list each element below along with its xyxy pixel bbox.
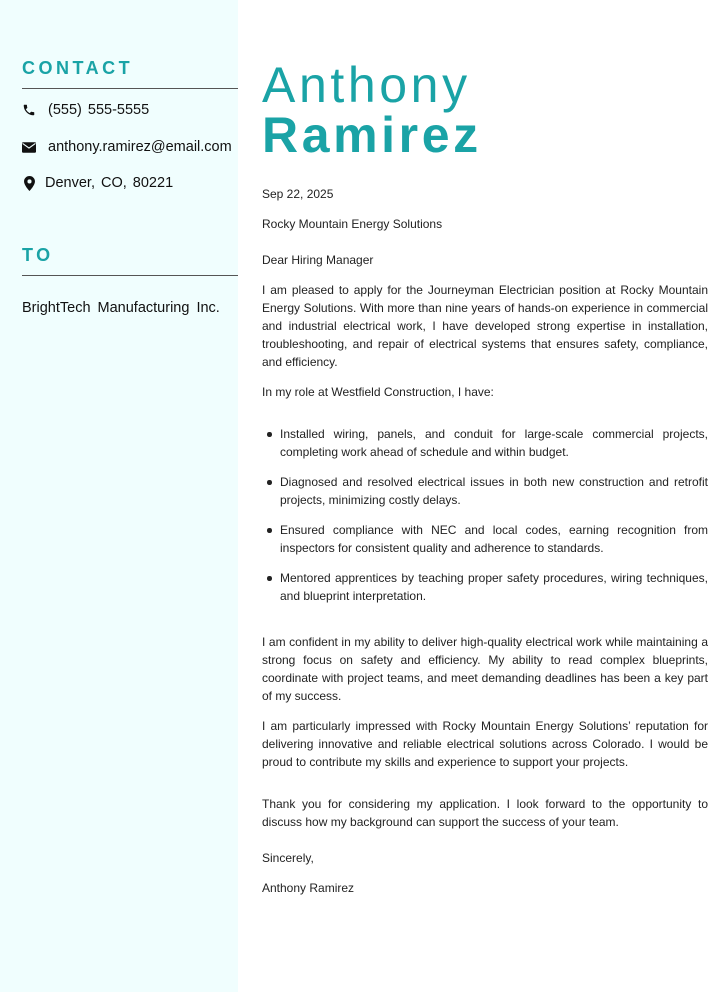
signature: Anthony Ramirez: [262, 881, 355, 895]
list-item: [280, 569, 708, 605]
location-text: Denver, CO, 80221: [45, 175, 174, 191]
first-name: Anthony: [262, 57, 471, 113]
list-item-text: Installed wiring, panels, and conduit for large-scale commercial projects, completing work ahead of schedule and within budget.: [280, 427, 708, 459]
map-pin-icon: [22, 175, 36, 191]
envelope-icon: [22, 139, 36, 155]
list-item: [280, 521, 708, 557]
list-item-text: Ensured compliance with NEC and local codes, earning recognition from inspectors for consistent quality and adherence to standards.: [280, 523, 708, 555]
recipient-company: BrightTech Manufacturing Inc.: [22, 300, 220, 316]
salutation: Dear Hiring Manager: [262, 253, 374, 267]
email-text: anthony.ramirez@email.com: [48, 139, 232, 155]
confidence-paragraph: [262, 633, 708, 705]
phone-icon: [22, 102, 36, 118]
intro-text: I am pleased to apply for the Journeyman Electrician position at Rocky Mountain Energy Solutions. With more than nine years of hands-on experience in commercial and industrial electrical work, I have developed strong expertise in installation, troubleshooting, and repair of electrical systems that ensures safety, compliance, and efficiency.: [262, 283, 708, 369]
list-item-text: Mentored apprentices by teaching proper safety procedures, wiring techniques, and blueprint interpretation.: [280, 571, 708, 603]
sidebar: [0, 0, 238, 992]
to-heading: TO: [22, 245, 54, 265]
contact-phone: [22, 102, 149, 118]
to-divider: [22, 275, 238, 276]
closing: Sincerely,: [262, 851, 314, 865]
impressed-text: I am particularly impressed with Rocky Mountain Energy Solutions’ reputation for delivering innovative and reliable electrical solutions across Colorado. I would be proud to contribute my skills and experience to support your projects.: [262, 719, 708, 769]
last-name: Ramirez: [262, 107, 482, 163]
bullet-dot: [267, 432, 272, 437]
phone-text: (555) 555-5555: [48, 102, 150, 118]
thanks-text: Thank you for considering my application. I look forward to the opportunity to discuss how my background can support the success of your team.: [262, 797, 708, 829]
thanks-paragraph: [262, 795, 708, 831]
contact-divider: [22, 88, 238, 89]
role-line: In my role at Westfield Construction, I have:: [262, 385, 494, 399]
intro-paragraph: [262, 281, 708, 371]
bullet-dot: [267, 528, 272, 533]
contact-location: [22, 175, 173, 191]
impressed-paragraph: [262, 717, 708, 771]
contact-email: [22, 139, 232, 155]
list-item-text: Diagnosed and resolved electrical issues in both new construction and retrofit projects, minimizing costly delays.: [280, 475, 708, 507]
bullet-dot: [267, 576, 272, 581]
letter-date: Sep 22, 2025: [262, 187, 334, 201]
letter-company: Rocky Mountain Energy Solutions: [262, 217, 443, 231]
contact-heading: CONTACT: [22, 58, 134, 78]
list-item: [280, 473, 708, 509]
confidence-text: I am confident in my ability to deliver high-quality electrical work while maintaining a strong focus on safety and efficiency. My ability to read complex blueprints, coordinate with project teams, and meet demanding deadlines has been a key part of my success.: [262, 635, 708, 703]
list-item: [280, 425, 708, 461]
bullet-dot: [267, 480, 272, 485]
